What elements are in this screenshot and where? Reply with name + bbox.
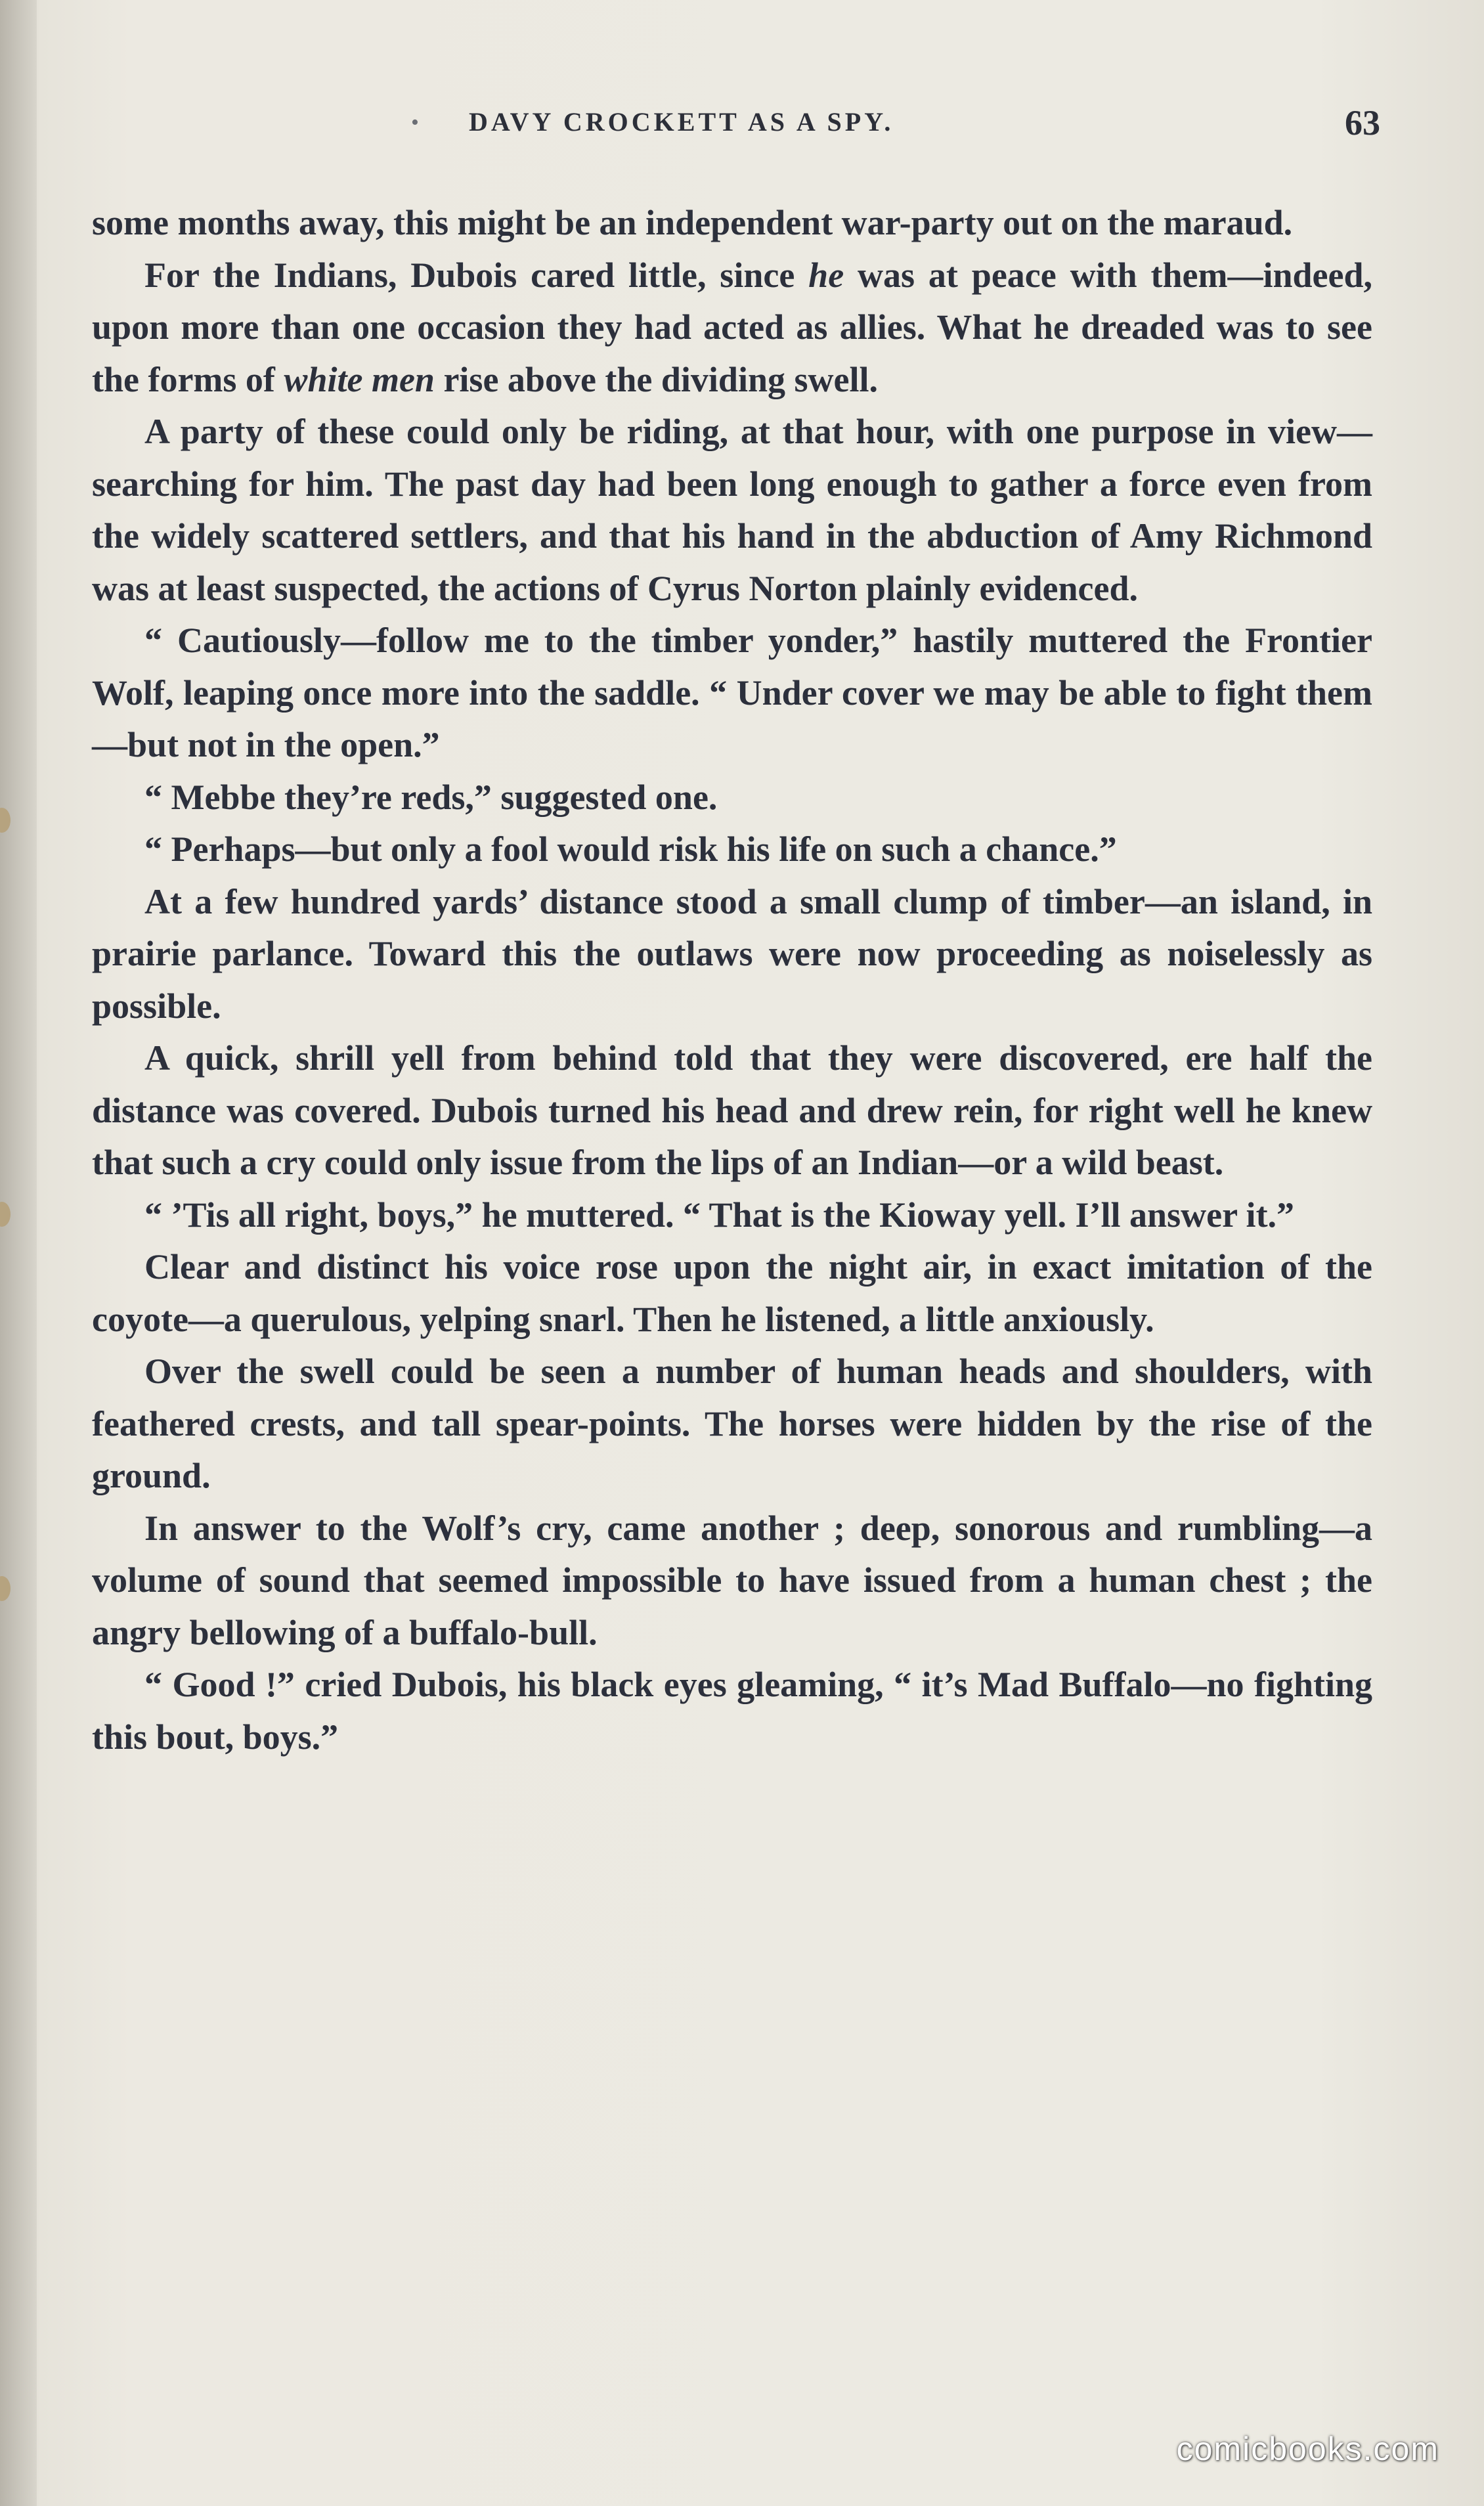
page-binding-edge	[0, 0, 37, 2506]
page-number: 63	[1345, 103, 1380, 143]
text-run: was at peace with them—indeed, upon more than one occasion they had acted as allies. What he dreaded was to see the forms of	[92, 255, 1372, 399]
binding-hole	[0, 1202, 11, 1227]
text-run: Clear and distinct his voice rose upon the night air, in exact imitation of the coyote—a querulous, yelping snarl. Then he listened, a little anxiously.	[92, 1247, 1372, 1339]
body-text	[92, 197, 1372, 1763]
paragraph	[92, 1189, 1372, 1242]
text-run: “ Perhaps—but only a fool would risk his life on such a chance.”	[144, 829, 1117, 869]
paragraph	[92, 250, 1372, 407]
emphasis-text: white men	[284, 359, 435, 399]
paragraph	[92, 1241, 1372, 1346]
text-run: At a few hundred yards’ distance stood a small clump of timber—an island, in prairie parlance. Toward this the outlaws were now proceeding as noiselessly as possible.	[92, 881, 1372, 1026]
text-run: A party of these could only be riding, at that hour, with one purpose in view—searching for him. The past day had been long enough to gather a force even from the widely scattered settlers, and that his hand in the abduction of Amy Richmond was at least suspected, the actions of Cyrus Norton plainly evidenced.	[92, 412, 1372, 608]
text-run: A quick, shrill yell from behind told that they were discovered, ere half the distance was covered. Dubois turned his head and drew rein, for right well he knew that such a cry could only issue from the lips of an Indian—or a wild beast.	[92, 1038, 1372, 1182]
paragraph	[92, 615, 1372, 772]
running-title: DAVY CROCKETT AS A SPY.	[469, 107, 894, 137]
text-run: “ Mebbe they’re reds,” suggested one.	[144, 777, 718, 817]
paragraph	[92, 876, 1372, 1033]
text-run: For the Indians, Dubois cared little, since	[144, 255, 809, 295]
text-run: “ Good !” cried Dubois, his black eyes gleaming, “ it’s Mad Buffalo—no fighting this bout, boys.”	[92, 1665, 1372, 1757]
paragraph	[92, 1032, 1372, 1189]
binding-hole	[0, 808, 11, 833]
paragraph	[92, 1346, 1372, 1503]
paragraph	[92, 772, 1372, 824]
text-run: In answer to the Wolf’s cry, came another ; deep, sonorous and rumbling—a volume of sound that seemed impossible to have issued from a human chest ; the angry bellowing of a buffalo-bull.	[92, 1508, 1372, 1652]
text-run: some months away, this might be an independent war-party out on the maraud.	[92, 203, 1293, 242]
text-run: “ ’Tis all right, boys,” he muttered. “ That is the Kioway yell. I’ll answer it.”	[144, 1195, 1295, 1235]
text-run: rise above the dividing swell.	[434, 359, 878, 399]
paragraph	[92, 406, 1372, 615]
paragraph	[92, 1659, 1372, 1763]
text-run: Over the swell could be seen a number of human heads and shoulders, with feathered crests, and tall spear-points. The horses were hidden by the rise of the ground.	[92, 1352, 1372, 1495]
paragraph	[92, 197, 1372, 250]
running-head	[368, 104, 1392, 156]
emphasis-text: he	[808, 255, 844, 295]
paragraph	[92, 1503, 1372, 1660]
watermark: comicbooks.com	[1176, 2430, 1439, 2467]
text-run: “ Cautiously—follow me to the timber yonder,” hastily muttered the Frontier Wolf, leaping once more into the saddle. “ Under cover we may be able to fight them—but not in the open.”	[92, 621, 1372, 764]
header-mark: •	[411, 110, 419, 135]
paragraph	[92, 824, 1372, 876]
binding-hole	[0, 1576, 11, 1601]
